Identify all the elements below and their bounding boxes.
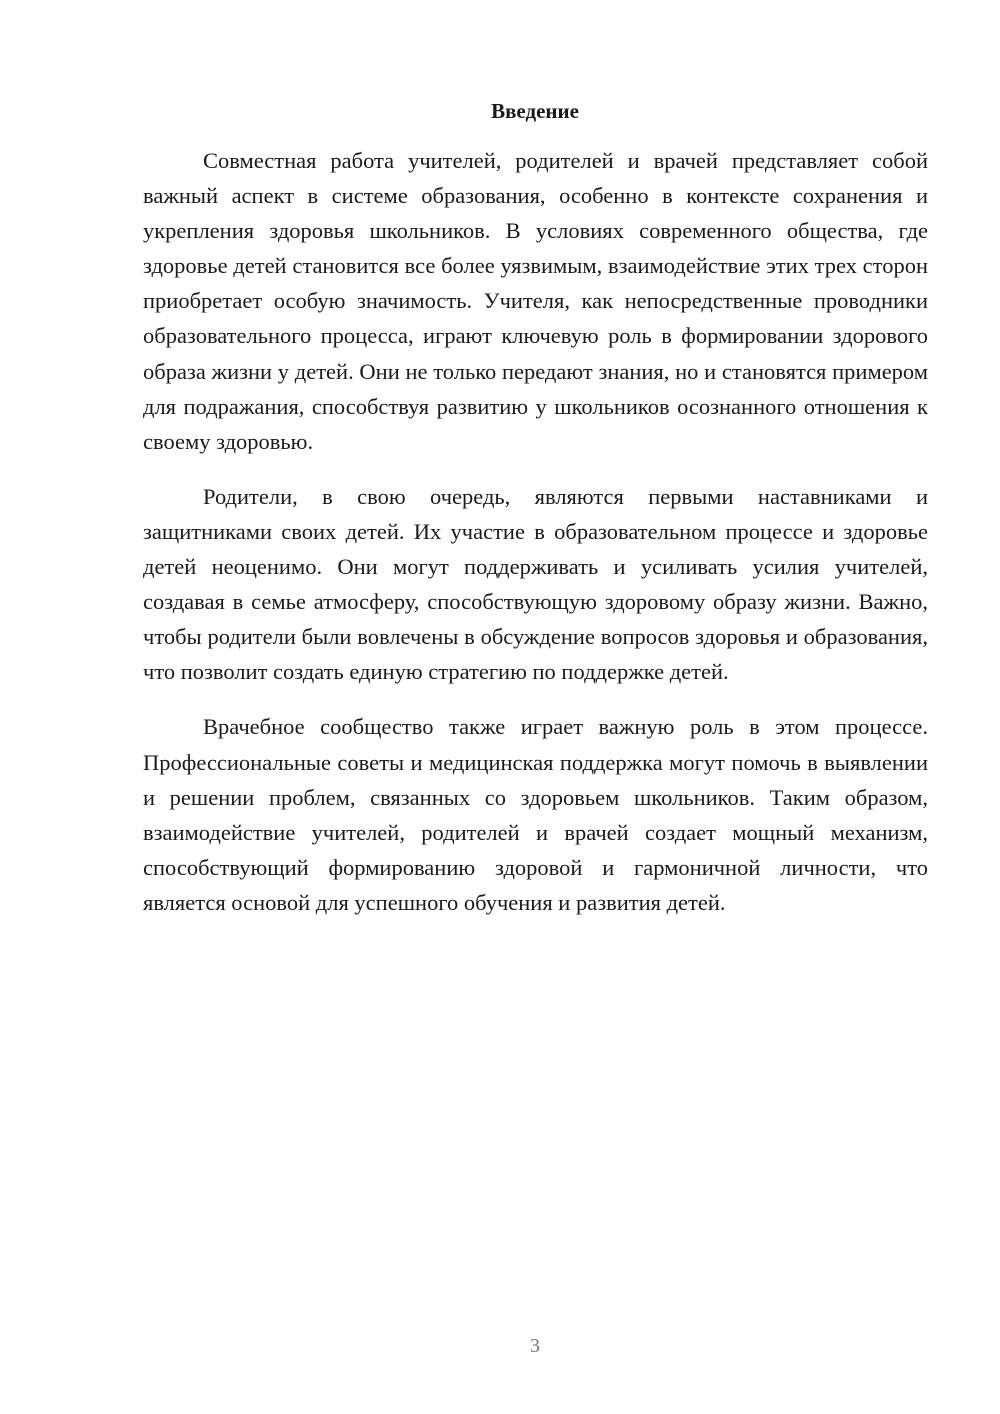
page-number: 3 [530,1335,540,1357]
paragraph-3: Врачебное сообщество также играет важную роль в этом процессе. Профессиональные советы и медицинская поддержка могут помочь в выявлении и решении проблем, связанных со здоровьем школьников. Таким образом, взаимодействие учителей, родителей и врачей создает мощный механизм, способствующий формированию здоровой и гармоничной личности, что является основой для успешного обучения и развития детей. [143,714,928,915]
paragraph-2: Родители, в свою очередь, являются первыми наставниками и защитниками своих детей. Их участие в образовательном процессе и здоровье детей неоценимо. Они могут поддерживать и усиливать усилия учителей, создавая в семье атмосферу, способствующую здоровому образу жизни. Важно, чтобы родители были вовлечены в обсуждение вопросов здоровья и образования, что позволит создать единую стратегию по поддержке детей. [143,483,928,685]
paragraph-1: Совместная работа учителей, родителей и врачей представляет собой важный аспект в системе образования, особенно в контексте сохранения и укрепления здоровья школьников. В условиях современного общества, где здоровье детей становится все более уязвимым, взаимодействие этих трех сторон приобретает особую значимость. Учителя, как непосредственные проводники образовательного процесса, играют ключевую роль в формировании здорового образа жизни у детей. Они не только передают знания, но и становятся примером для подражания, способствуя развитию у школьников осознанного отношения к своему здоровью. [143,148,928,454]
page-title: Введение [491,99,579,123]
body-text [143,143,928,940]
